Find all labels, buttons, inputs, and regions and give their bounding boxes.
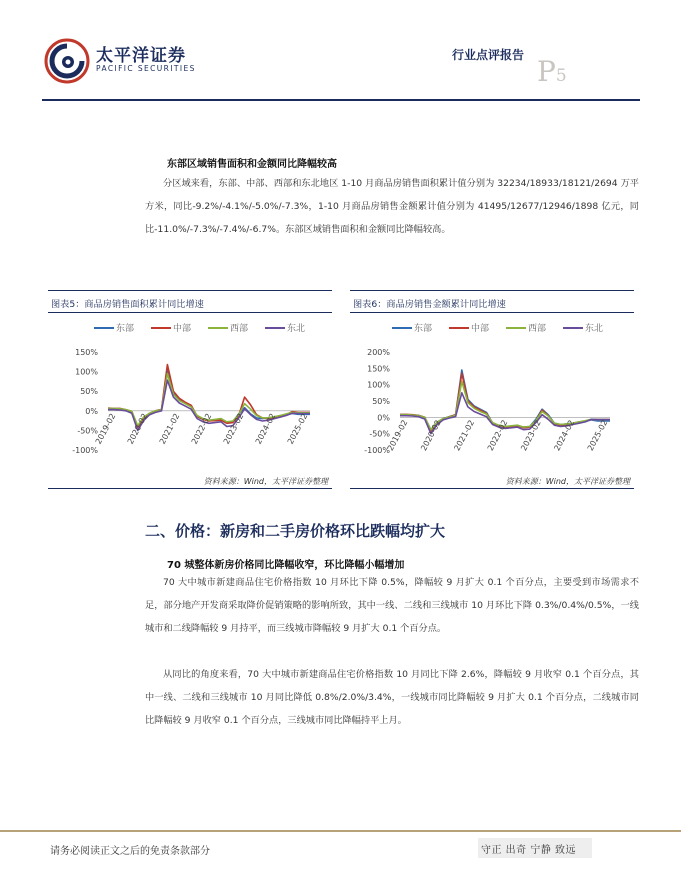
page-number	[537, 55, 567, 88]
y-tick-label: -50%	[77, 426, 98, 436]
footer-disclaimer: 请务必阅读正文之后的免责条款部分	[50, 846, 210, 857]
y-tick-label: 100%	[75, 367, 98, 377]
y-tick-label: -50%	[369, 429, 390, 439]
section-title-regional: 东部区域销售面积和金额同比降幅较高	[167, 159, 337, 170]
chart-5-bottom-rule	[48, 488, 332, 489]
x-tick-label: 2021-02	[452, 418, 477, 453]
x-tick-label: 2023-02	[221, 411, 246, 446]
chart-6-top-rule	[350, 290, 634, 291]
y-tick-label: 0%	[85, 406, 98, 416]
logo-english-name: PACIFIC SECURITIES	[96, 64, 196, 73]
header-divider	[42, 99, 640, 101]
x-tick-label: 2024-02	[253, 411, 278, 446]
legend-label-1: 东部	[116, 324, 135, 334]
y-tick-label: 50%	[372, 397, 390, 406]
chart-5-container	[48, 290, 332, 490]
chart-5-plot	[48, 314, 332, 474]
page-number-value: 5	[555, 66, 567, 86]
y-tick-label: 100%	[367, 380, 390, 390]
x-tick-label: 2019-02	[385, 418, 410, 453]
legend-label-3: 西部	[230, 324, 249, 334]
x-tick-label: 2019-02	[93, 411, 118, 446]
chart-5-title-rule	[48, 312, 332, 313]
x-tick-label: 2020-02	[125, 411, 150, 446]
legend-label-2: 中部	[173, 324, 192, 334]
chart-5-top-rule	[48, 290, 332, 291]
chart-6-container	[350, 290, 634, 490]
chart-6-source: 资料来源：Wind，太平洋证券整理	[505, 477, 630, 486]
x-tick-label: 2020-02	[419, 418, 443, 453]
x-tick-label: 2023-02	[519, 418, 543, 453]
y-tick-label: 50%	[80, 387, 98, 397]
paragraph-yoy-price: 从同比的角度来看，70 大中城市新建商品住宅价格指数 10 月同比下降 2.6%，降幅较 9 月收窄 0.1 个百分点，其中一线、二线和三线城市 10 月同比降低 0.8%/2.0%/3.4%，一线城市同比降幅较 9 月扩大 0.1 个百分点，二线城市同比降幅较 9 月收窄 0.1 个百分点，三线城市同比降幅持平上月。	[145, 669, 639, 726]
y-tick-label: -100%	[72, 446, 98, 455]
x-tick-label: 2021-02	[157, 411, 182, 446]
y-tick-label: -100%	[364, 446, 390, 455]
chart-5-source: 资料来源：Wind，太平洋证券整理	[203, 477, 328, 486]
logo-chinese-name: 太平洋证券	[96, 46, 186, 66]
legend-label-2: 中部	[471, 324, 490, 334]
x-tick-label: 2025-02	[285, 411, 310, 446]
y-tick-label: 150%	[367, 364, 390, 374]
legend-label-3: 西部	[528, 324, 547, 334]
paragraph-regional-sales: 分区域来看，东部、中部、西部和东北地区 1-10 月商品房销售面积累计值分别为 32234/18933/18121/2694 万平方米，同比-9.2%/-4.1%/-5.0%/-7.3%，1-10 月商品房销售金额累计值分别为 41495/12677/12946/1898 亿元，同比-11.0%/-7.3%/-7.4%/-6.7%。东部区域销售面积和金额同比降幅较高。	[145, 178, 639, 235]
x-tick-label: 2025-02	[585, 418, 610, 453]
chart-6-bottom-rule	[350, 488, 634, 489]
company-logo-mark	[44, 38, 90, 84]
x-tick-label: 2022-02	[485, 418, 510, 453]
legend-label-4: 东北	[585, 324, 604, 334]
x-tick-label: 2022-02	[189, 411, 214, 446]
y-tick-label: 0%	[377, 413, 390, 423]
footer-slogan: 守正 出奇 宁静 致远	[478, 838, 592, 858]
chart-5-title: 图表5：商品房销售面积累计同比增速	[51, 299, 204, 310]
chart-6-title-rule	[350, 312, 634, 313]
company-logo	[44, 38, 196, 84]
footer-divider	[0, 830, 681, 832]
report-type-label: 行业点评报告	[452, 48, 525, 62]
y-tick-label: 150%	[75, 348, 98, 357]
chart-6-plot	[350, 314, 634, 474]
y-tick-label: 200%	[367, 348, 390, 357]
paragraph-mom-price: 70 大中城市新建商品住宅价格指数 10 月环比下降 0.5%，降幅较 9 月扩大 0.1 个百分点，主要受到市场需求不足，部分地产开发商采取降价促销策略的影响所致，其中一线、二线和三线城市 10 月环比下降 0.3%/0.4%/0.5%，一线城市和二线降幅较 9 月持平，而三线城市降幅较 9 月扩大 0.1 个百分点。	[145, 577, 639, 634]
chart-6-title: 图表6：商品房销售金额累计同比增速	[353, 299, 506, 310]
legend-label-1: 东部	[414, 324, 433, 334]
legend-label-4: 东北	[287, 324, 306, 334]
sub-title-70-cities: 70 城整体新房价格同比降幅收窄，环比降幅小幅增加	[167, 560, 405, 571]
section-heading-price: 二、价格：新房和二手房价格环比跌幅均扩大	[145, 522, 446, 540]
page-number-letter: P	[537, 55, 556, 88]
x-tick-label: 2024-02	[552, 418, 577, 453]
